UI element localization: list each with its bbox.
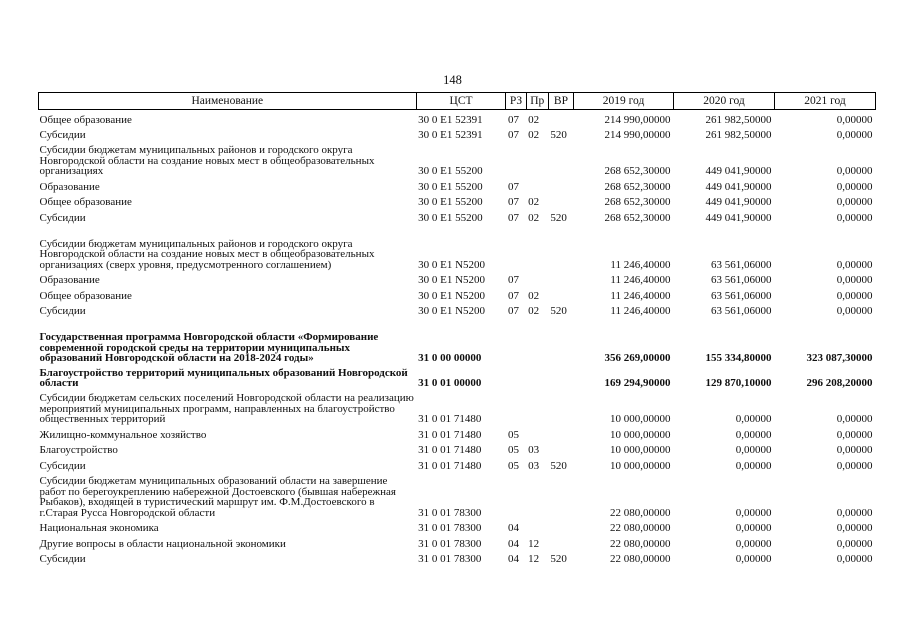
cell-pr: 12 <box>528 553 540 565</box>
cell-cst: 30 0 E1 N5200 <box>418 305 486 317</box>
table-row <box>39 456 876 472</box>
cell-2020: 0,00000 <box>735 444 772 456</box>
table-header-row <box>39 93 876 110</box>
table-row <box>39 519 876 535</box>
cell-cst: 30 0 E1 N5200 <box>418 289 486 302</box>
cell-cst: 30 0 E1 55200 <box>418 211 483 224</box>
cell-2020: 129 870,10000 <box>705 377 772 389</box>
cell-2021: 0,00000 <box>836 129 873 141</box>
cell-vr <box>548 141 573 177</box>
cell-name: Субсидии <box>39 129 86 141</box>
cell-name: Субсидии <box>39 459 86 472</box>
cell-pr <box>526 364 548 389</box>
cell-2020: 449 041,90000 <box>705 180 772 193</box>
header-rz: РЗ <box>506 93 526 110</box>
cell-2019: 10 000,00000 <box>610 413 671 425</box>
table-row <box>39 302 876 318</box>
cell-pr: 03 <box>528 459 540 472</box>
cell-2021: 0,00000 <box>836 428 873 441</box>
cell-pr: 12 <box>528 537 540 550</box>
cell-rz: 07 <box>507 196 519 208</box>
cell-rz: 05 <box>507 428 519 441</box>
cell-name: Государственная программа Новгородской области «Формирование современной городской среды на территории муниципальных образований Новгородской области на 2018-2024 годы» <box>39 331 379 364</box>
cell-pr: 02 <box>528 289 540 302</box>
cell-vr <box>548 110 573 126</box>
cell-pr <box>526 224 548 271</box>
cell-cst: 30 0 E1 55200 <box>418 196 483 208</box>
cell-cst: 30 0 E1 55200 <box>418 165 483 177</box>
cell-2019: 22 080,00000 <box>610 522 671 534</box>
cell-pr <box>526 389 548 425</box>
cell-pr: 02 <box>528 129 540 141</box>
cell-rz: 04 <box>507 537 519 550</box>
cell-2021: 0,00000 <box>836 289 873 302</box>
cell-2019: 11 246,40000 <box>610 305 671 317</box>
cell-name: Образование <box>39 180 100 193</box>
cell-2021: 0,00000 <box>836 211 873 224</box>
cell-2019: 268 652,30000 <box>604 180 671 193</box>
header-name: Наименование <box>39 93 417 110</box>
cell-cst: 30 0 E1 55200 <box>418 180 483 193</box>
cell-2021: 0,00000 <box>836 444 873 456</box>
cell-name: Субсидии <box>39 211 86 224</box>
cell-rz <box>506 317 526 364</box>
cell-cst: 31 0 01 00000 <box>418 377 482 389</box>
cell-rz: 04 <box>507 522 519 534</box>
table-body <box>39 110 876 566</box>
cell-2019: 11 246,40000 <box>610 274 671 286</box>
cell-vr: 520 <box>550 211 567 224</box>
cell-vr <box>548 534 573 550</box>
cell-rz: 07 <box>507 289 519 302</box>
cell-rz: 07 <box>507 305 519 317</box>
cell-rz: 07 <box>507 113 519 126</box>
cell-vr <box>548 364 573 389</box>
cell-2021: 0,00000 <box>836 165 873 177</box>
cell-2021: 296 208,20000 <box>806 377 873 389</box>
cell-vr <box>548 193 573 209</box>
cell-pr <box>526 271 548 287</box>
cell-2020: 449 041,90000 <box>705 165 772 177</box>
cell-2021: 0,00000 <box>836 522 873 534</box>
cell-name: Общее образование <box>39 196 132 208</box>
table-row <box>39 441 876 457</box>
cell-vr <box>548 286 573 302</box>
header-2021: 2021 год <box>774 93 875 110</box>
cell-cst: 30 0 E1 52391 <box>418 113 483 126</box>
cell-pr <box>526 472 548 519</box>
table-row <box>39 193 876 209</box>
header-vr: ВР <box>548 93 573 110</box>
cell-2020: 0,00000 <box>735 537 772 550</box>
cell-name: Субсидии бюджетам сельских поселений Новгородской области на реализацию мероприятий муниципальных программ, направленных на благоустройство общественных территорий <box>39 392 414 425</box>
cell-2020: 449 041,90000 <box>705 211 772 224</box>
cell-2019: 214 990,00000 <box>604 129 671 141</box>
table-row <box>39 224 876 271</box>
cell-pr <box>526 425 548 441</box>
cell-cst: 31 0 01 78300 <box>418 553 482 565</box>
cell-pr <box>526 519 548 535</box>
cell-vr <box>548 271 573 287</box>
cell-2020: 449 041,90000 <box>705 196 772 208</box>
table-row <box>39 177 876 193</box>
cell-cst: 30 0 E1 N5200 <box>418 258 486 271</box>
cell-2020: 0,00000 <box>735 428 772 441</box>
cell-2021: 0,00000 <box>836 113 873 126</box>
cell-2019: 10 000,00000 <box>610 444 671 456</box>
cell-cst: 31 0 01 71480 <box>418 444 482 456</box>
cell-rz <box>506 224 526 271</box>
cell-2020: 0,00000 <box>735 553 772 565</box>
cell-cst: 30 0 E1 N5200 <box>418 274 486 286</box>
cell-pr <box>526 141 548 177</box>
cell-name: Другие вопросы в области национальной экономики <box>39 537 286 550</box>
cell-2021: 0,00000 <box>836 413 873 425</box>
cell-pr: 02 <box>528 211 540 224</box>
cell-vr <box>548 519 573 535</box>
table-row <box>39 271 876 287</box>
table-row <box>39 286 876 302</box>
cell-cst: 31 0 00 00000 <box>418 352 482 364</box>
cell-name: Образование <box>39 274 100 286</box>
cell-2020: 63 561,06000 <box>710 258 772 271</box>
cell-cst: 31 0 01 71480 <box>418 459 482 472</box>
cell-2019: 169 294,90000 <box>604 377 671 389</box>
cell-rz: 07 <box>507 180 519 193</box>
cell-vr: 520 <box>550 459 567 472</box>
table-row <box>39 550 876 566</box>
cell-2020: 63 561,06000 <box>710 289 772 302</box>
cell-name: Субсидии <box>39 305 86 317</box>
cell-2021: 0,00000 <box>836 274 873 286</box>
cell-vr: 520 <box>550 553 567 565</box>
cell-vr: 520 <box>550 129 567 141</box>
cell-vr <box>548 389 573 425</box>
table-row <box>39 126 876 142</box>
cell-cst: 31 0 01 78300 <box>418 537 482 550</box>
table-row <box>39 208 876 224</box>
cell-rz: 05 <box>507 459 519 472</box>
cell-pr: 02 <box>528 196 540 208</box>
table-row <box>39 534 876 550</box>
cell-2019: 10 000,00000 <box>610 428 671 441</box>
budget-table <box>38 92 876 565</box>
cell-2019: 268 652,30000 <box>604 211 671 224</box>
cell-2020: 0,00000 <box>735 413 772 425</box>
cell-name: Благоустройство <box>39 444 118 456</box>
cell-2019: 268 652,30000 <box>604 196 671 208</box>
header-2019: 2019 год <box>574 93 674 110</box>
cell-vr <box>548 224 573 271</box>
cell-2021: 0,00000 <box>836 305 873 317</box>
cell-2020: 0,00000 <box>735 459 772 472</box>
cell-cst: 30 0 E1 52391 <box>418 129 483 141</box>
cell-2020: 155 334,80000 <box>705 352 772 364</box>
cell-vr <box>548 177 573 193</box>
cell-2021: 0,00000 <box>836 459 873 472</box>
cell-cst: 31 0 01 71480 <box>418 428 482 441</box>
cell-2020: 0,00000 <box>735 522 772 534</box>
cell-2020: 63 561,06000 <box>710 305 772 317</box>
cell-pr <box>526 177 548 193</box>
cell-2021: 0,00000 <box>836 180 873 193</box>
cell-2020: 0,00000 <box>735 506 772 519</box>
cell-2019: 11 246,40000 <box>610 258 671 271</box>
cell-vr: 520 <box>550 305 567 317</box>
cell-2019: 11 246,40000 <box>610 289 671 302</box>
cell-pr: 02 <box>528 113 540 126</box>
cell-rz: 07 <box>507 129 519 141</box>
cell-name: Национальная экономика <box>39 522 159 534</box>
cell-2019: 22 080,00000 <box>610 537 671 550</box>
cell-cst: 31 0 01 78300 <box>418 506 482 519</box>
cell-2019: 22 080,00000 <box>610 553 671 565</box>
cell-2020: 261 982,50000 <box>705 113 772 126</box>
table-row <box>39 472 876 519</box>
cell-2021: 0,00000 <box>836 506 873 519</box>
cell-rz <box>506 389 526 425</box>
table-row <box>39 425 876 441</box>
cell-rz: 04 <box>507 553 519 565</box>
cell-2021: 323 087,30000 <box>806 352 873 364</box>
cell-name: Субсидии <box>39 553 86 565</box>
cell-pr: 03 <box>528 444 540 456</box>
cell-name: Общее образование <box>39 289 132 302</box>
cell-2019: 356 269,00000 <box>604 352 671 364</box>
table-row <box>39 317 876 364</box>
header-pr: Пр <box>526 93 548 110</box>
table-row <box>39 141 876 177</box>
cell-2020: 261 982,50000 <box>705 129 772 141</box>
header-cst: ЦСТ <box>416 93 506 110</box>
cell-rz: 05 <box>507 444 519 456</box>
cell-rz <box>506 472 526 519</box>
cell-2021: 0,00000 <box>836 553 873 565</box>
cell-name: Субсидии бюджетам муниципальных районов и городского округа Новгородской области на создание новых мест в общеобразовательных организациях <box>39 144 375 177</box>
cell-2019: 22 080,00000 <box>610 506 671 519</box>
cell-vr <box>548 425 573 441</box>
cell-pr: 02 <box>528 305 540 317</box>
cell-rz: 07 <box>507 211 519 224</box>
cell-2020: 63 561,06000 <box>710 274 772 286</box>
table-row <box>39 364 876 389</box>
cell-pr <box>526 317 548 364</box>
header-2020: 2020 год <box>674 93 775 110</box>
cell-2021: 0,00000 <box>836 196 873 208</box>
table-row <box>39 389 876 425</box>
cell-name: Жилищно-коммунальное хозяйство <box>39 428 207 441</box>
cell-2019: 10 000,00000 <box>610 459 671 472</box>
cell-rz <box>506 364 526 389</box>
cell-cst: 31 0 01 78300 <box>418 522 482 534</box>
cell-2021: 0,00000 <box>836 537 873 550</box>
table-row <box>39 110 876 126</box>
page-number: 148 <box>443 73 462 87</box>
cell-vr <box>548 317 573 364</box>
cell-name: Общее образование <box>39 113 132 126</box>
cell-rz <box>506 141 526 177</box>
cell-name: Благоустройство территорий муниципальных образований Новгородской области <box>39 366 408 389</box>
cell-2019: 268 652,30000 <box>604 165 671 177</box>
cell-name: Субсидии бюджетам муниципальных районов и городского округа Новгородской области на создание новых мест в общеобразовательных организациях (сверх уровня, предусмотренного соглашением) <box>39 237 375 271</box>
cell-name: Субсидии бюджетам муниципальных образований области на завершение работ по берегоукреплению набережной Достоевского (бывшая набережная Рыбаков), входящей в туристический маршрут им. Ф.М.Достоевского в г.Старая Русса Новгородской области <box>39 475 396 519</box>
cell-cst: 31 0 01 71480 <box>418 413 482 425</box>
cell-vr <box>548 472 573 519</box>
cell-rz: 07 <box>507 274 519 286</box>
cell-2021: 0,00000 <box>836 258 873 271</box>
cell-vr <box>548 441 573 457</box>
cell-2019: 214 990,00000 <box>604 113 671 126</box>
